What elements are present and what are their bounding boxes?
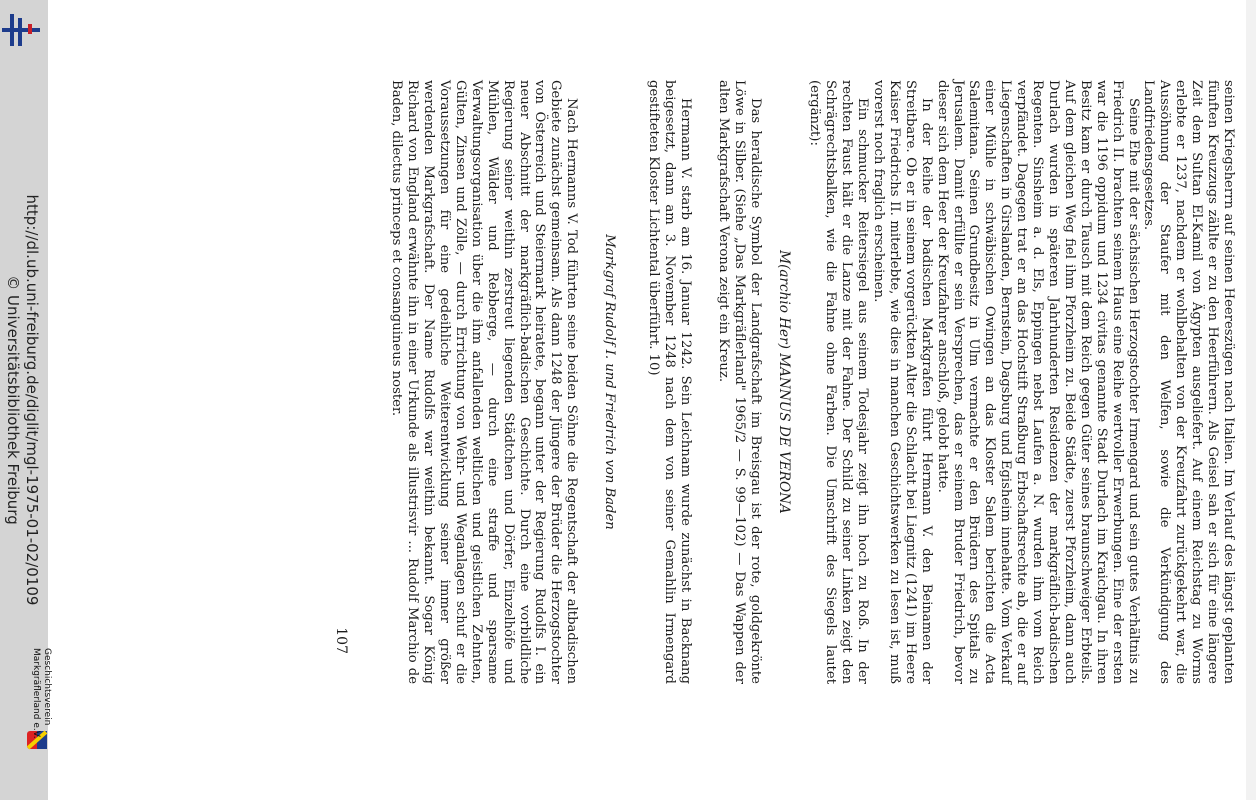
- society-name-line1: Geschichtsverein: [42, 648, 52, 726]
- rotated-page-content: [200, 72, 1240, 692]
- paragraph: Das heraldische Symbol der Landgrafschaft im Breisgau ist der rote, goldgekrönte Löwe in Silber. (Siehe „Das Markgräflerland" 1965/2 — S. 99—102) — Das Wappen der alten Markgrafschaft Verona zeigt ein Kreuz.: [715, 80, 763, 684]
- paragraph: Hermann V. starb am 16. Januar 1242. Sein Leichnam wurde zunächst in Backnang beigesetzt, dann am 3. November 1248 nach dem von seiner Gemahlin Irmengard gestifteten Kloster Lichtental überführt. 10): [646, 80, 693, 684]
- page-number: 107: [333, 627, 350, 654]
- section-heading: M(archio Her) MANNUS DE VERONA: [775, 250, 792, 514]
- paragraph: seinen Kriegsherrn auf seinen Heereszügen nach Italien. Im Verlauf des längst geplanten fünften Kreuzzugs zählte er zu den Heerführern. Als Geisel sah er sich für eine längere Zeit dem Sultan El-Kamil von Ägypten ausgeliefert. Auf einem Reichstag zu Worms erlebte er 1237, nachdem er wohlbehalten von der Kreuzfahrt zurückgekehrt war, die Aussöhnung der Staufer mit den Welfen, sowie die Verkündigung des Landfriedensgesetzes.: [1141, 80, 1236, 684]
- paragraph: Seine Ehe mit der sächsischen Herzogstochter Irmengard und sein gutes Verhältnis zu Friedrich II. brachten seinem Haus eine Reihe wertvoller Erwerbungen. Eine der ersten war die 1196 oppidum und 1234 civitas genannte Stadt Durlach im Kraichgau. In ihren Besitz kam er durch Tausch mit dem Reich gegen Güter seines braunschweiger Erbteils. Auf dem gleichen Weg fiel ihm Pforzheim zu. Beide Städte, zuerst Pforzheim, dann auch Durlach wurden in späteren Jahrhunderten Residenzen der markgräflich-badischen Regenten. Sinsheim a. d. Els, Eppingen nebst Laufen a. N. wurden ihm vom Reich verpfändet. Dagegen trat er an das Hochstift Straßburg Erbschaftsrechte ab, die er auf Liegenschaften in Girslanden, Bernstein, Dagsburg und Egisheim innehatte. Vom Verkauf einer Mühle in schwäbischen Owingen an das Kloster Salem berichten die Acta Salemitana. Seinen Grundbesitz in Ulm vermachte er den Brüdern des Spitals zu Jerusalem. Damit erfüllte er sein Versprechen, das er seinem Bruder Friedrich, bevor dieser sich dem Heer der Kreuzfahrer anschloß, gelobt hatte.: [934, 80, 1141, 684]
- ub-freiburg-logo-icon: [2, 10, 42, 50]
- paragraph: In der Reihe der badischen Markgrafen führt Hermann V. den Beinamen der Streitbare. Ob er in seinem vorgerückten Alter die Schlacht bei Liegnitz (1241) im Heere Kaiser Friedrichs II. miterlebte, wie dies in manchen Geschichtswerken zu lesen ist, muß vorerst noch fraglich erscheinen.: [871, 80, 934, 684]
- society-name-line2: Markgräflerland e.V.: [31, 648, 41, 739]
- section-heading: Markgraf Rudolf I. und Friedrich von Baden: [602, 234, 618, 530]
- viewer-right-edge: [1246, 0, 1256, 800]
- paragraph: Ein schmucker Reitersiegel aus seinem Todesjahr zeigt ihn hoch zu Roß. In der rechten Faust hält er die Lanze mit der Fahne. Der Schild zu seiner Linken zeigt den Schrägrechtsbalken, wie die Fahne ohne Farben. Die Umschrift des Siegels lautet (ergänzt):: [807, 80, 871, 684]
- document-url[interactable]: http://dl.ub.uni-freiburg.de/diglit/mgl-1975-01-02/0109: [23, 194, 41, 606]
- copyright-notice: © Universitätsbibliothek Freiburg: [4, 275, 22, 525]
- document-page: [200, 72, 1240, 787]
- paragraph: Nach Hermanns V. Tod führten seine beiden Söhne die Regentschaft der altbadischen Gebiete zunächst gemeinsam. Als dann 1248 der Jüngere der Brüder die Herzogstochter von Österreich und Steiermark heiratete, begann unter der Regierung Rudolfs I. ein neuer Abschnitt der markgräflich-badischen Geschichte. Durch eine vorbildliche Regierung seiner weithin zerstreut liegenden Städtchen und Dörfer, Einzelhöfe und Mühlen, Wälder und Rebberge, — durch eine straffe und sparsame Verwaltungsorganisation über die ihm anfallenden weltlichen und geistlichen Zehnten, Gülten, Zinsen und Zölle, — durch Errichtung von Wehr- und Weganlagen schuf er die Voraussetzungen für eine gedeihliche Weiterentwicklung seiner immer größer werdenden Markgrafschaft. Der Name Rudolfs war weithin bekannt. Sogar König Richard von England erwähnte ihn in einer Urkunde als illustrisvir ... Rudolf Marchio de Baden, dilectus princeps et consanguineus noster.: [389, 80, 580, 684]
